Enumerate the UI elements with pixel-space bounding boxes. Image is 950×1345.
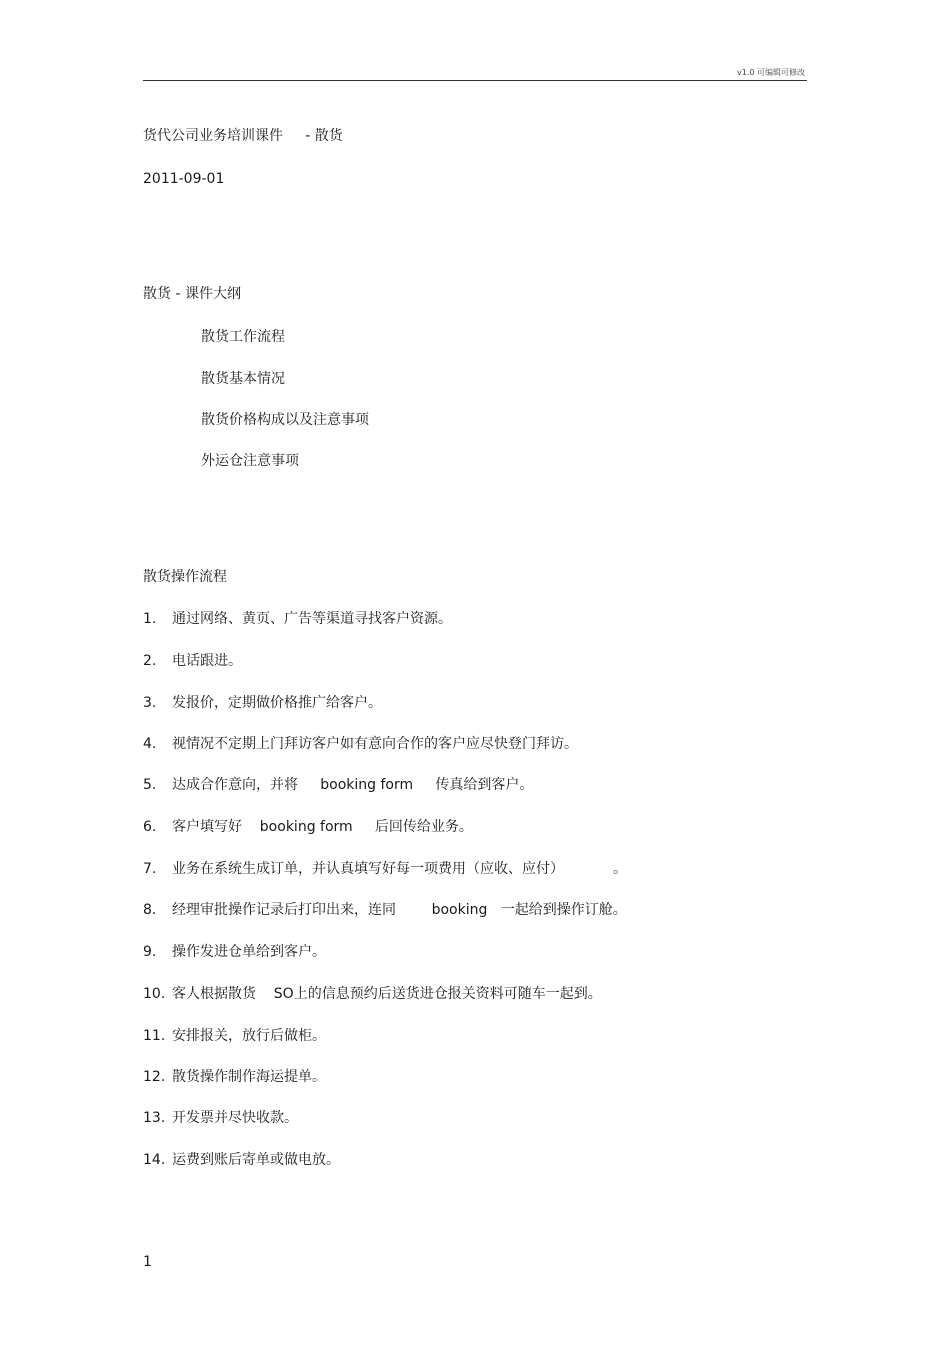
process-step: [143, 693, 382, 713]
document-date: 2011-09-01: [143, 171, 225, 187]
step-text: 开发票并尽快收款。: [172, 1110, 298, 1126]
step-text: 安排报关，放行后做柜。: [172, 1028, 326, 1044]
process-step: [143, 900, 627, 920]
process-step: [143, 817, 473, 837]
outline-item: 散货价格构成以及注意事项: [201, 412, 369, 428]
step-number: 2.: [143, 653, 157, 669]
step-number: 1.: [143, 611, 157, 627]
step-text: 客人根据散货 SO上的信息预约后送货进仓报关资料可随车一起到。: [172, 986, 602, 1002]
process-step: [143, 651, 242, 671]
step-text: 客户填写好 booking form 后回传给业务。: [172, 819, 473, 835]
process-step: [143, 1150, 340, 1170]
step-number: 8.: [143, 902, 157, 918]
step-number: 7.: [143, 861, 157, 877]
process-step: [143, 1067, 326, 1087]
process-step: [143, 609, 452, 629]
process-step: [143, 859, 627, 879]
step-number: 5.: [143, 777, 157, 793]
step-number: 13.: [143, 1110, 166, 1126]
step-number: 3.: [143, 695, 157, 711]
outline-heading: 散货 - 课件大纲: [143, 286, 241, 302]
step-text: 通过网络、黄页、广告等渠道寻找客户资源。: [172, 611, 452, 627]
header-divider: [143, 80, 807, 81]
step-number: 11.: [143, 1028, 166, 1044]
outline-item: 散货工作流程: [201, 329, 285, 345]
process-step: [143, 1108, 298, 1128]
step-number: 4.: [143, 736, 157, 752]
process-heading: 散货操作流程: [143, 569, 227, 585]
step-text: 操作发进仓单给到客户。: [172, 944, 326, 960]
step-text: 经理审批操作记录后打印出来，连同 booking 一起给到操作订舱。: [172, 902, 627, 918]
process-step: [143, 984, 602, 1004]
document-title: 货代公司业务培训课件 - 散货: [143, 128, 343, 144]
step-number: 10.: [143, 986, 166, 1002]
step-number: 12.: [143, 1069, 166, 1085]
process-step: [143, 775, 533, 795]
process-step: [143, 942, 326, 962]
step-number: 6.: [143, 819, 157, 835]
step-text: 业务在系统生成订单，并认真填写好每一项费用（应收、应付） 。: [172, 861, 627, 877]
step-text: 运费到账后寄单或做电放。: [172, 1152, 340, 1168]
step-text: 发报价，定期做价格推广给客户。: [172, 695, 382, 711]
step-text: 电话跟进。: [172, 653, 242, 669]
step-number: 9.: [143, 944, 157, 960]
process-step: [143, 734, 578, 754]
step-number: 14.: [143, 1152, 166, 1168]
step-text: 达成合作意向，并将 booking form 传真给到客户。: [172, 777, 534, 793]
page-number: 1: [143, 1254, 152, 1270]
process-step: [143, 1026, 326, 1046]
step-text: 视情况不定期上门拜访客户如有意向合作的客户应尽快登门拜访。: [172, 736, 578, 752]
outline-item: 外运仓注意事项: [201, 453, 299, 469]
header-version-note: v1.0 可编辑可修改: [737, 68, 805, 77]
outline-item: 散货基本情况: [201, 371, 285, 387]
step-text: 散货操作制作海运提单。: [172, 1069, 326, 1085]
